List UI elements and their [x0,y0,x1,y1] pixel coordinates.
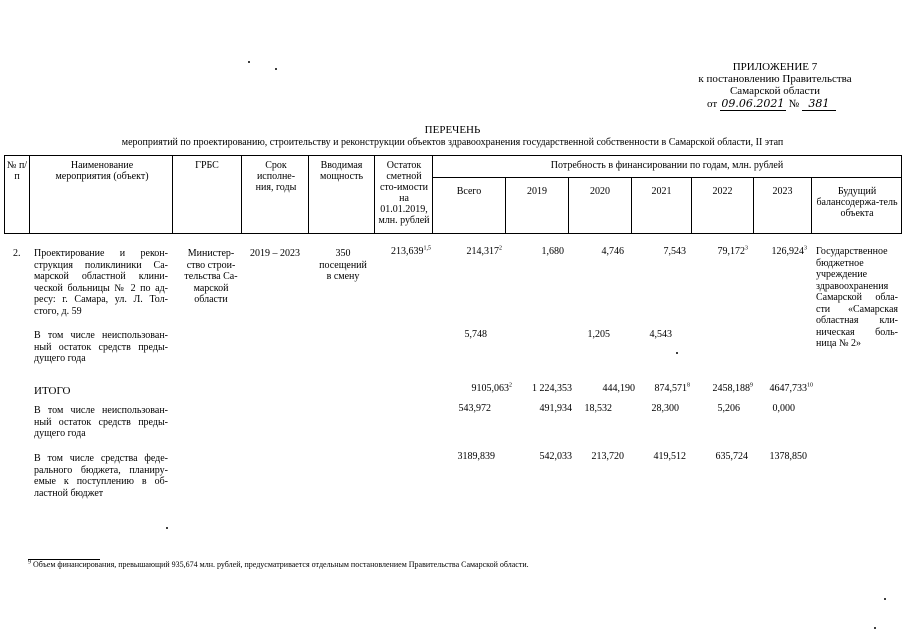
scan-speck [166,527,168,529]
row-unused-name: В том числе неиспользован-ный остаток средств преды-дущего года [34,330,168,364]
row-2022 [718,246,749,257]
total-2023 [770,383,814,394]
row-grbs: Министер-ство строи-тельства Са-марской области [184,248,238,305]
row-term: 2019 – 2023 [250,248,300,259]
scan-speck [676,352,678,354]
row-total-sup: 2 [499,245,502,252]
total-total-value: 9105,063 [471,383,509,394]
total-2021-sup: 8 [687,382,690,389]
row-remainder [391,246,431,257]
total-unused-name: В том числе неиспользован-ный остаток средств преды-дущего года [34,405,168,439]
appendix-line1: к постановлению Правительства [698,73,852,85]
row-2022-sup: 3 [745,245,748,252]
appendix-number: 381 [802,97,836,111]
row-unused-2021: 4,543 [649,329,672,340]
total-name: ИТОГО [34,385,71,397]
row-2019: 1,680 [541,246,564,257]
total-total-sup: 2 [509,382,512,389]
header-remainder: Остаток сметной сто-имости на 01.01.2019, млн. рублей [378,160,430,226]
document-title: ПЕРЕЧЕНЬ [424,124,481,136]
total-2022-sup: 9 [750,382,753,389]
scan-speck [248,61,250,63]
total-federal-2019: 542,033 [539,451,572,462]
row-2023-value: 126,924 [771,246,804,257]
appendix-title: ПРИЛОЖЕНИЕ 7 [732,61,818,73]
row-2021: 7,543 [663,246,686,257]
header-2019: 2019 [527,186,547,197]
header-2020: 2020 [590,186,610,197]
row-remainder-value: 213,639 [391,246,424,257]
row-total-value: 214,317 [466,246,499,257]
total-unused-2023: 0,000 [772,403,795,414]
appendix-block [690,61,860,97]
total-total [472,383,513,394]
footnote-text: Объем финансирования, превышающий 935,674 млн. рублей, предусматривается отдельным постановлением Правительства Самарской области. [33,560,529,569]
total-federal-2022: 635,724 [715,451,748,462]
row-2020: 4,746 [601,246,624,257]
appendix-from-label: от [707,98,718,110]
header-num: № п/п [6,160,28,182]
header-2023: 2023 [772,186,793,197]
total-2022-value: 2458,188 [712,383,750,394]
total-federal-2020: 213,720 [591,451,624,462]
total-unused-2022: 5,206 [717,403,740,414]
document-subtitle: мероприятий по проектированию, строительству и реконструкции объектов здравоохранения государственной собственности в Самарской области, II этап [121,137,784,148]
header-term: Срок исполне-ния, годы [255,160,297,193]
scan-speck [275,68,277,70]
total-unused-2021: 28,300 [651,403,679,414]
row-name: Проектирование и рекон-струкция поликлиники Са-марской областной клини-ческой больницы № 2 по ад-ресу: г. Самара, ул. Л. Тол-стого, д. 59 [34,248,168,317]
appendix-line2: Самарской области [729,85,821,97]
row-holder: Государственное бюджетное учреждение здравоохранения Самарской обла-сти «Самарская областная кли-ническая боль-ница № 2» [816,246,898,349]
row-2023 [772,246,808,257]
header-holder: Будущий балансодержа-тель объекта [816,186,898,219]
appendix-date-line [707,97,836,111]
footnote-mark: 9 [28,559,31,566]
header-2021: 2021 [651,186,672,197]
header-total: Всего [456,186,482,197]
row-remainder-sup: 1,5 [423,245,431,252]
total-federal-name: В том числе средства феде-рального бюджета, планиру-емые к поступлению в об-ластной бюджет [34,453,168,499]
row-unused-total: 5,748 [464,329,487,340]
row-2022-value: 79,172 [717,246,745,257]
total-federal-total: 3189,839 [457,451,495,462]
row-capacity: 350 посещений в смену [319,248,367,282]
header-financing: Потребность в финансировании по годам, млн. рублей [550,160,784,171]
total-2021 [655,383,691,394]
total-unused-2020: 18,532 [584,403,612,414]
header-2022: 2022 [712,186,733,197]
total-federal-2021: 419,512 [653,451,686,462]
scan-speck [874,627,876,629]
scan-speck [884,598,886,600]
header-capacity: Вводимая мощность [320,160,363,182]
appendix-date: 09.06.2021 [721,97,785,110]
row-2023-sup: 3 [804,245,807,252]
appendix-number-label: № [788,98,800,110]
footnote [28,560,529,569]
total-2021-value: 874,571 [654,383,687,394]
total-unused-2019: 491,934 [539,403,572,414]
total-2022 [713,383,754,394]
row-num: 2. [13,248,21,259]
row-total [467,246,503,257]
total-2023-value: 4647,733 [769,383,807,394]
total-2019: 1 224,353 [532,383,572,394]
header-name: Наименование мероприятия (объект) [55,160,149,182]
total-2023-sup: 10 [807,382,813,389]
row-unused-2020: 1,205 [587,329,610,340]
total-unused-total: 543,972 [458,403,491,414]
total-federal-2023: 1378,850 [769,451,807,462]
header-grbs: ГРБС [195,160,219,171]
total-2020: 444,190 [602,383,635,394]
